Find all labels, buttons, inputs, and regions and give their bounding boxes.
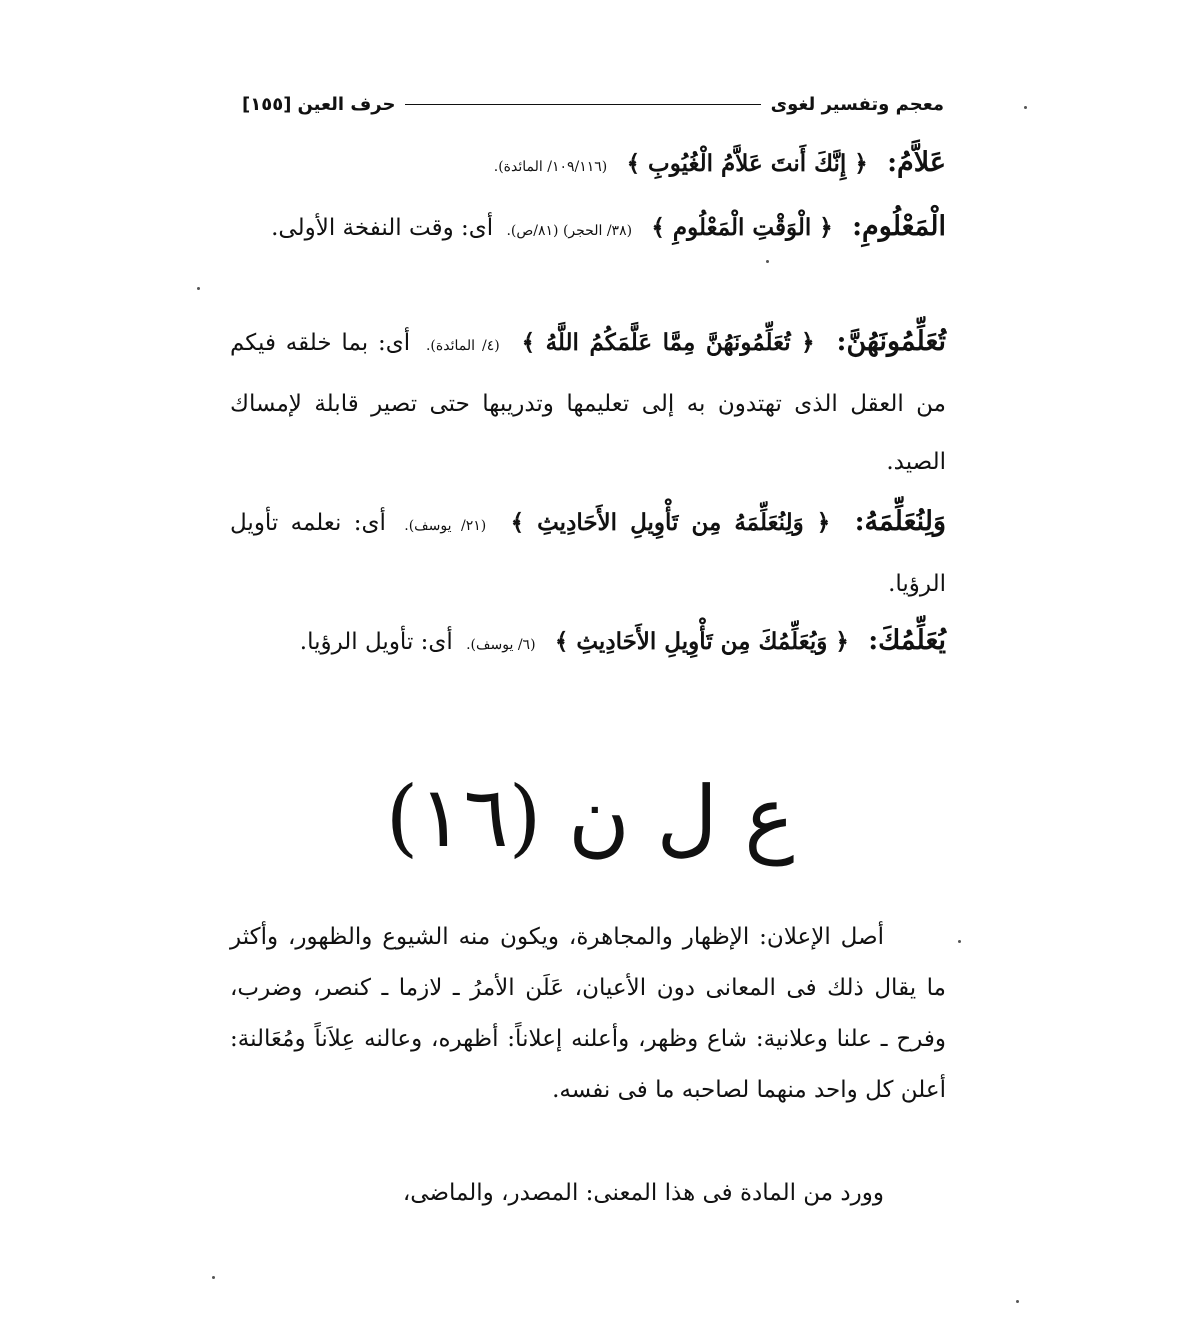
- scan-speck: [212, 1276, 215, 1279]
- entry-reference: (٢١/ يوسف).: [404, 518, 487, 534]
- entry-word: الْمَعْلُومِ:: [852, 211, 946, 242]
- paragraph-occurrences: وورد من المادة فى هذا المعنى: المصدر، والماضى،: [402, 1180, 884, 1206]
- entry-explanation: أى: تأويل الرؤيا.: [299, 629, 453, 655]
- running-header: [236, 86, 944, 122]
- entry-wa-linuallimahu: [230, 493, 946, 613]
- header-rule: [405, 104, 760, 105]
- scan-speck: [1024, 106, 1027, 109]
- entry-explanation: أى: وقت النفخة الأولى.: [271, 215, 494, 241]
- entry-word: عَلاَّمُ:: [887, 147, 946, 178]
- header-section-name: حرف العين: [297, 93, 396, 115]
- entry-reference: (١٠٩/١١٦/ المائدة).: [493, 159, 608, 175]
- entry-tuallimunahunna: [230, 313, 946, 491]
- header-page-number: [١٥٥]: [242, 93, 292, 115]
- scan-speck: [766, 260, 769, 263]
- entry-allam: [230, 134, 946, 196]
- entry-reference: (٤/ المائدة).: [425, 338, 500, 354]
- entry-al-maloom: [230, 198, 946, 260]
- entry-verse: ﴿ الْوَقْتِ الْمَعْلُومِ ﴾: [651, 214, 833, 241]
- entry-word: وَلِنُعَلِّمَهُ:: [854, 506, 947, 537]
- scan-speck: [197, 287, 200, 290]
- scan-speck: [958, 940, 961, 943]
- entry-verse: ﴿ وَيُعَلِّمُكَ مِن تَأْوِيلِ الأَحَادِيثِ ﴾: [554, 628, 849, 655]
- scan-speck: [1016, 1300, 1019, 1303]
- entry-word: تُعَلِّمُونَهُنَّ:: [836, 326, 947, 357]
- header-book-title: معجم وتفسير لغوى: [770, 93, 944, 115]
- entry-reference: (٦/ يوسف).: [466, 637, 536, 653]
- entry-word: يُعَلِّمُكَ:: [868, 625, 946, 656]
- entry-verse: ﴿ إِنَّكَ أَنتَ عَلاَّمُ الْغُيُوبِ ﴾: [626, 150, 868, 177]
- entry-verse: ﴿ وَلِنُعَلِّمَهُ مِن تَأْوِيلِ الأَحَادِيثِ ﴾: [510, 509, 831, 536]
- entry-yuallimuka: [230, 612, 946, 674]
- entry-reference: (٣٨/ الحجر) (٨١/ص).: [506, 223, 633, 239]
- entry-explanation: أى: بما خلقه فيكم من العقل الذى تهتدون به إلى تعليمها وتدريبها حتى تصير قابلة لإمساك الصيد.: [230, 330, 946, 475]
- entry-explanation: أى: نعلمه تأويل الرؤيا.: [230, 510, 946, 597]
- paragraph-definition: أصل الإعلان: الإظهار والمجاهرة، ويكون منه الشيوع والظهور، وأكثر ما يقال ذلك فى المعانى دون الأعيان، عَلَن الأمرُ ـ لازما ـ كنصر، وضرب، وفرح ـ علنا وعلانية: شاع وظهر، وأعلنه إعلاناً: أظهره، وعالنه عِلاَناً ومُعَالنة: أعلن كل واحد منهما لصاحبه ما فى نفسه.: [230, 924, 946, 1103]
- section-title: ع ل ن (١٦): [385, 768, 795, 866]
- entry-verse: ﴿ تُعَلِّمُونَهُنَّ مِمَّا عَلَّمَكُمُ اللَّهُ ﴾: [521, 329, 815, 356]
